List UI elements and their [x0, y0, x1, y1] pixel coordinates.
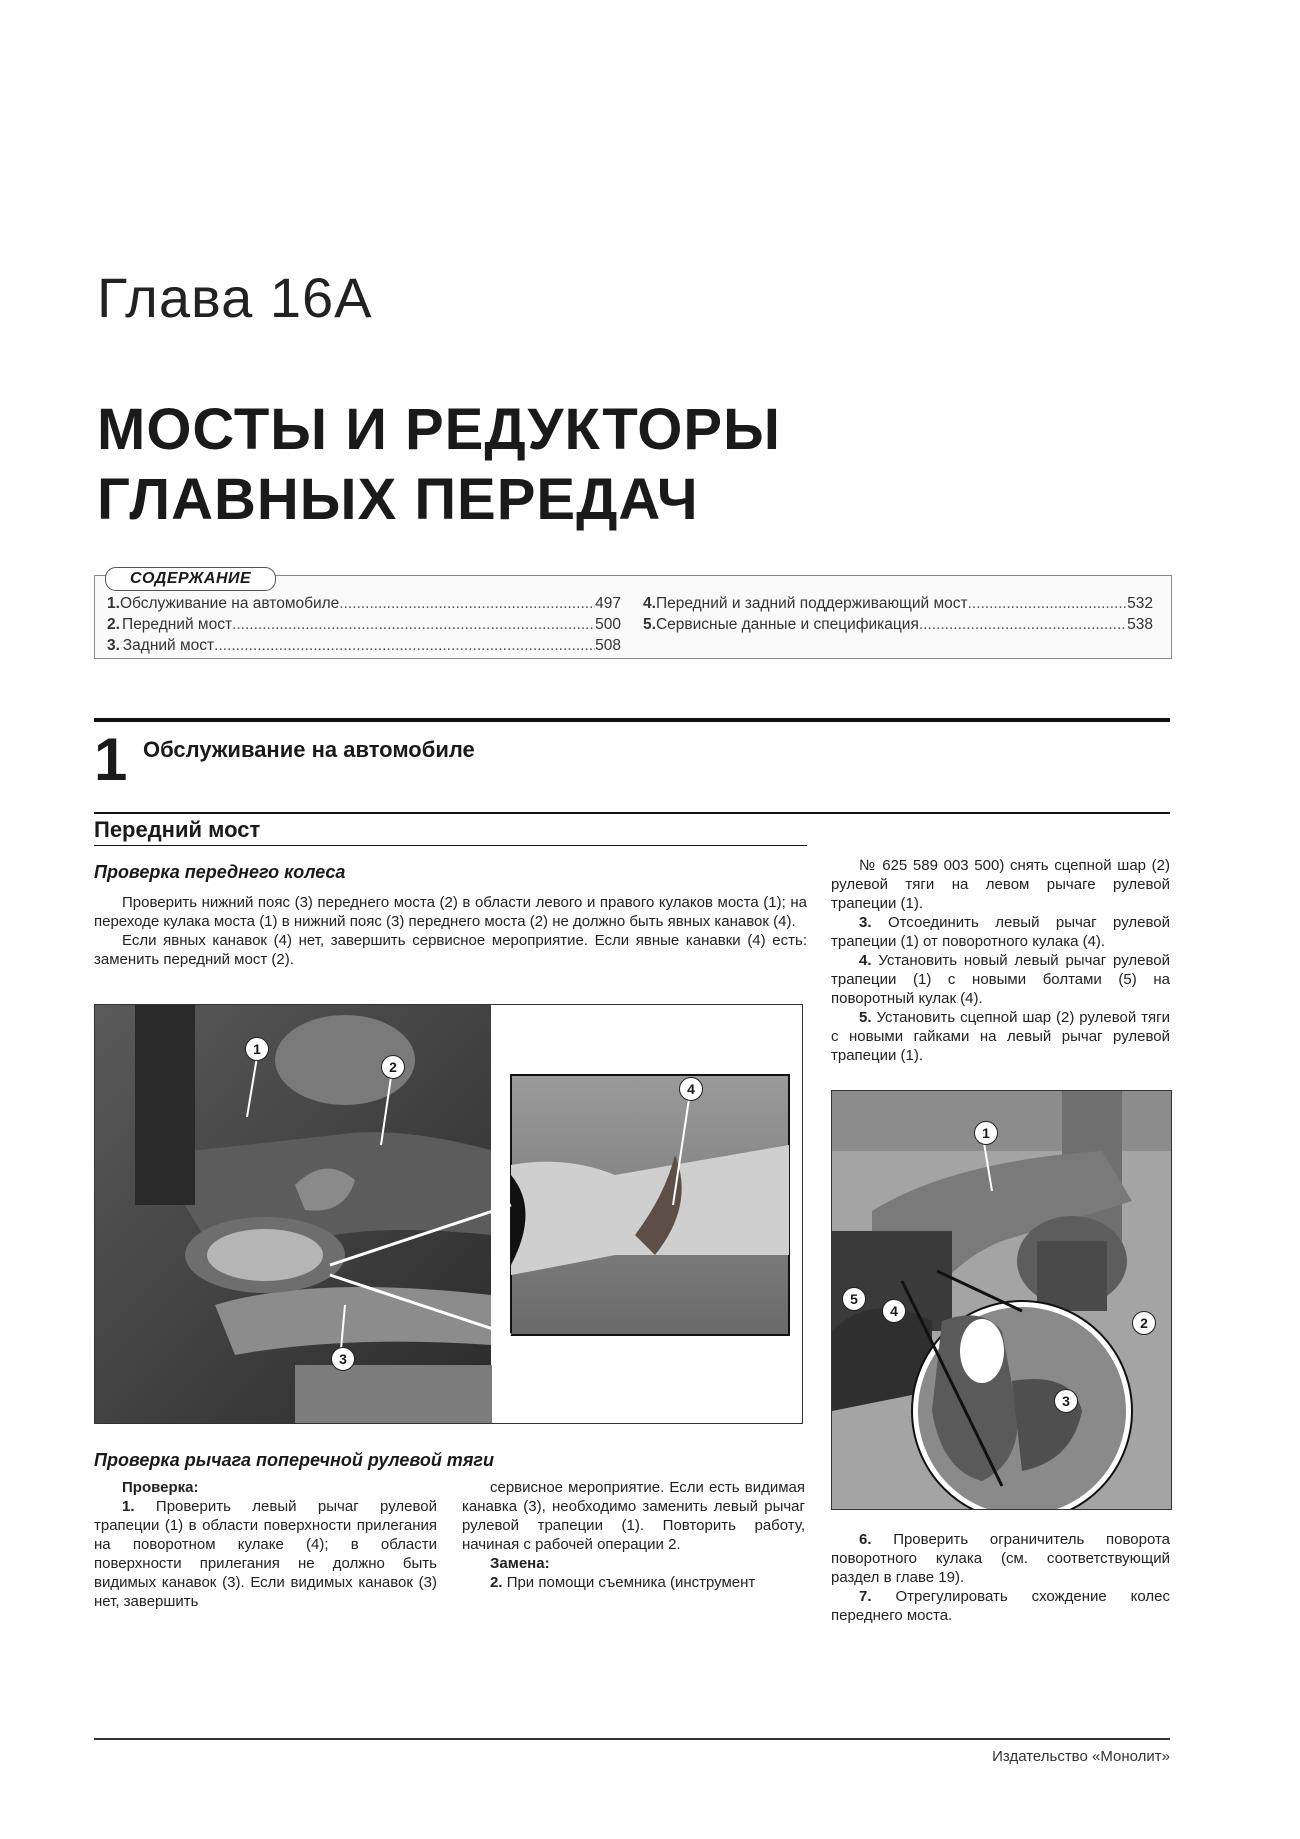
section-rule [94, 718, 1170, 722]
check-label: Проверка: [122, 1479, 199, 1496]
chapter-title [97, 395, 781, 535]
wheel-check-text [94, 893, 807, 969]
toc-column-left [107, 593, 621, 656]
toc-leader-dots [919, 614, 1127, 635]
toc-leader-dots [339, 593, 595, 614]
step-7-text: Отрегулировать схождение колес переднего моста. [831, 1588, 1171, 1624]
figure-front-axle [94, 1004, 803, 1424]
chapter-label: Глава 16А [97, 266, 373, 329]
lever-check-heading: Проверка рычага поперечной рулевой тяги [94, 1450, 495, 1470]
step-1-continued: сервисное мероприятие. Если есть видимая канавка (3), необходимо заменить левый рычаг рулевой трапеции (1). Повторить работу, начиная с рабочей операции 2. [462, 1479, 805, 1553]
subsection-rule [94, 812, 1170, 814]
figure-steering-lever [831, 1090, 1172, 1510]
toc-item[interactable] [107, 635, 621, 656]
toc-column-right [643, 593, 1153, 635]
toc-item-number: 2. [107, 616, 120, 633]
step-3-text: Отсоединить левый рычаг рулевой трапеции (1) от поворотного кулака (4). [831, 914, 1170, 950]
table-of-contents [94, 570, 1172, 659]
toc-item-page: 508 [595, 637, 621, 654]
step-number: 7. [859, 1588, 872, 1605]
step-number: 4. [859, 952, 872, 969]
section-number: 1 [94, 726, 128, 793]
toc-item-text: Передний и задний поддерживающий мост [655, 595, 968, 612]
callout-1: 1 [245, 1037, 269, 1061]
step-number: 6. [859, 1531, 872, 1548]
subsection-underline [94, 845, 807, 846]
right-column-top [831, 856, 1170, 1065]
footer-rule [94, 1738, 1170, 1740]
callout-4: 4 [882, 1299, 906, 1323]
toc-item-text: Обслуживание на автомобиле [119, 595, 340, 612]
toc-item-number: 5. [643, 616, 656, 633]
toc-item-text: Сервисные данные и спецификация [655, 616, 919, 633]
toc-item-number: 3. [107, 637, 120, 654]
toc-leader-dots [214, 635, 595, 656]
toc-item[interactable] [107, 614, 621, 635]
toc-item[interactable] [643, 593, 1153, 614]
step-number: 1. [122, 1498, 135, 1515]
toc-item-page: 497 [595, 595, 621, 612]
toc-item-page: 532 [1127, 595, 1153, 612]
toc-leader-dots [232, 614, 595, 635]
chapter-title-line1: МОСТЫ И РЕДУКТОРЫ [97, 397, 781, 462]
lever-check-column-1 [94, 1478, 437, 1611]
step-number: 2. [490, 1574, 503, 1591]
right-column-bottom [831, 1530, 1170, 1625]
toc-item-page: 538 [1127, 616, 1153, 633]
toc-item-page: 500 [595, 616, 621, 633]
step-4-text: Установить новый левый рычаг рулевой трапеции (1) с новыми болтами (5) на поворотный кулак (4). [831, 952, 1170, 1007]
toc-item-number: 1. [107, 595, 120, 612]
section-title: Обслуживание на автомобиле [143, 737, 475, 762]
step-1-text: Проверить левый рычаг рулевой трапеции (1) в области поверхности прилегания на поворотном кулаке (4); в области поверхности прилегания не должно быть видимых канавок (3). Если видимых канавок (3) нет, завершить [94, 1498, 438, 1610]
callout-5: 5 [842, 1287, 866, 1311]
callout-3: 3 [331, 1347, 355, 1371]
toc-heading: СОДЕРЖАНИЕ [105, 567, 276, 591]
toc-item-text: Задний мост [122, 637, 215, 654]
step-2-continued: № 625 589 003 500) снять сцепной шар (2) рулевой тяги на левом рычаге рулевой трапеции (1). [831, 857, 1170, 912]
callout-3: 3 [1054, 1389, 1078, 1413]
step-number: 3. [859, 914, 872, 931]
toc-item[interactable] [107, 593, 621, 614]
toc-item[interactable] [643, 614, 1153, 635]
step-5-text: Установить сцепной шар (2) рулевой тяги с новыми гайками на левый рычаг рулевой трапеции (1). [831, 1009, 1170, 1064]
chapter-title-line2: ГЛАВНЫХ ПЕРЕДАЧ [97, 467, 699, 532]
callout-2: 2 [381, 1055, 405, 1079]
callout-1: 1 [974, 1121, 998, 1145]
subsection-title: Передний мост [94, 817, 261, 842]
replace-label: Замена: [490, 1555, 550, 1572]
callout-2: 2 [1132, 1311, 1156, 1335]
toc-item-number: 4. [643, 595, 656, 612]
toc-leader-dots [968, 593, 1128, 614]
wheel-check-paragraph-2: Если явных канавок (4) нет, завершить сервисное мероприятие. Если явные канавки (4) есть: заменить передний мост (2). [94, 932, 807, 968]
publisher-name: Издательство «Монолит» [992, 1748, 1170, 1765]
front-axle-photo [95, 1005, 802, 1423]
toc-item-text: Передний мост [122, 616, 233, 633]
callout-4: 4 [679, 1077, 703, 1101]
step-number: 5. [859, 1009, 872, 1026]
step-6-text: Проверить ограничитель поворота поворотного кулака (см. соответствующий раздел в главе 19). [831, 1531, 1171, 1586]
wheel-check-heading: Проверка переднего колеса [94, 862, 346, 882]
step-2-text: При помощи съемника (инструмент [506, 1574, 756, 1591]
lever-check-column-2 [462, 1478, 805, 1592]
wheel-check-paragraph-1: Проверить нижний пояс (3) переднего моста (2) в области левого и правого кулаков моста (1); на переходе кулака моста (1) в нижний пояс (3) переднего моста (2) не должно быть явных канавок (4). [94, 894, 807, 930]
steering-lever-photo [832, 1091, 1171, 1509]
